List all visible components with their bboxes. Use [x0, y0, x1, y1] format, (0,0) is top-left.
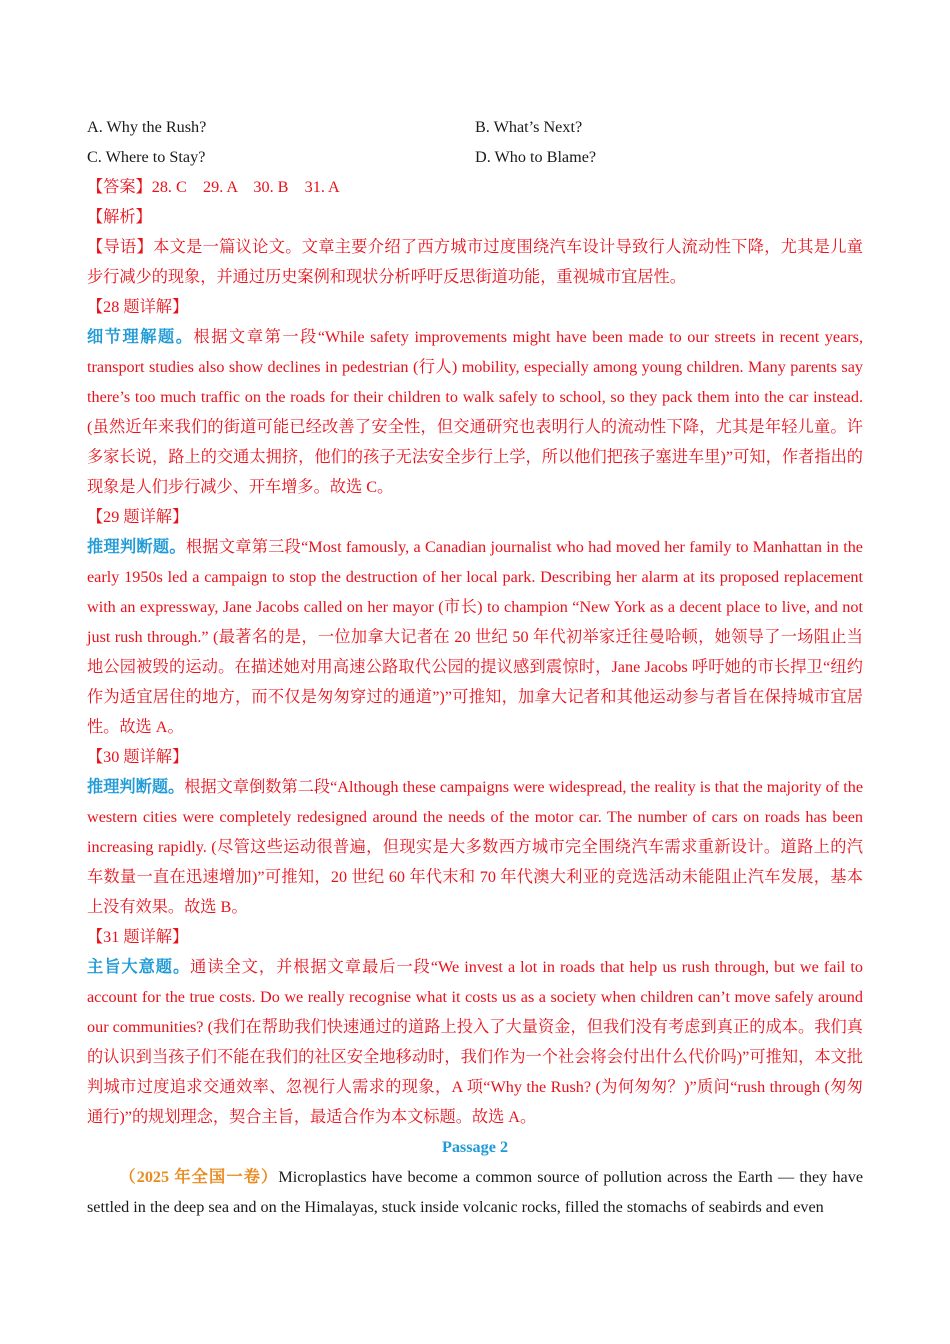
passage-text: Microplastics have become a common source of pollution across the Earth — they have settled in the deep sea and on the Himalayas, stuck inside volcanic rocks, filled the stomachs of seabirds and even — [87, 1168, 864, 1216]
q29-body: 根据文章第三段“Most famously, a Canadian journalist who had moved her family to Manhattan in the early 1950s led a campaign to stop the destruction of her local park. Describing her alarm at its proposed replacement with an expressway, Jane Jacobs called on her mayor (市长) to champion “New York as a decent place to live, and not just rush through.” (最著名的是，一位加拿大记者在 20 世纪 50 年代初举家迁往曼哈顿，她领导了一场阻止当地公园被毁的运动。在描述她对用高速公路取代公园的提议感到震惊时，Jane Jacobs 呼吁她的市长捍卫“纽约作为适宜居住的地方，而不仅是匆匆穿过的通道”)”可推知，加拿大记者和其他运动参与者旨在保持城市宜居性。故选 A。 — [87, 538, 863, 736]
options-row-2 — [87, 142, 863, 172]
q29-type: 推理判断题。 — [87, 538, 186, 556]
q31-paragraph — [87, 952, 863, 1132]
q30-body: 根据文章倒数第二段“Although these campaigns were widespread, the reality is that the majority of the western cities were completely redesigned around the needs of the motor car. The number of cars on roads has been increasing rapidly. (尽管这些运动很普遍，但现实是大多数西方城市完全围绕汽车需求重新设计。道路上的汽车数量一直在迅速增加)”可推知，20 世纪 60 年代末和 70 年代澳大利亚的竞选活动未能阻止汽车发展，基本上没有效果。故选 B。 — [87, 778, 864, 916]
option-d: D. Who to Blame? — [475, 148, 597, 166]
answer-line: 【答案】28. C 29. A 30. B 31. A — [87, 178, 340, 196]
q28-paragraph — [87, 322, 863, 502]
q31-type: 主旨大意题。 — [87, 958, 191, 976]
q28-type: 细节理解题。 — [87, 328, 194, 346]
q28-body: 根据文章第一段“While safety improvements might have been made to our streets in recent years, transport studies also show declines in pedestrian (行人) mobility, especially among young children. Many parents say there’s too much traffic on the roads for their children to walk safely to school, so they pack them into the car instead. (虽然近年来我们的街道可能已经改善了安全性，但交通研究也表明行人的流动性下降，尤其是年轻儿童。许多家长说，路上的交通太拥挤，他们的孩子无法安全步行上学，所以他们把孩子塞进车里)”可知，作者指出的现象是人们步行减少、开车增多。故选 C。 — [87, 328, 864, 496]
options-row-1 — [87, 112, 863, 142]
q28-header: 【28 题详解】 — [87, 298, 189, 316]
q30-header: 【30 题详解】 — [87, 748, 189, 766]
q29-header: 【29 题详解】 — [87, 508, 189, 526]
q31-body: 通读全文，并根据文章最后一段“We invest a lot in roads that help us rush through, but we fail to account for the true costs. Do we really recognise what it costs us as a society when children can’t move safely around our communities? (我们在帮助我们快速通过的道路上投入了大量资金，但我们没有考虑到真正的成本。我们真的认识到当孩子们不能在我们的社区安全地移动时，我们作为一个社会将会付出什么代价吗)”可推知，本文批判城市过度追求交通效率、忽视行人需求的现象，A 项“Why the Rush? (为何匆匆？)”质问“rush through (匆匆通行)”的规划理念，契合主旨，最适合作为本文标题。故选 A。 — [87, 958, 864, 1126]
analysis-header: 【解析】 — [87, 208, 152, 226]
q30-paragraph — [87, 772, 863, 922]
passage-title: Passage 2 — [441, 1138, 509, 1156]
q29-paragraph — [87, 532, 863, 742]
passage-source: （2025 年全国一卷） — [119, 1168, 279, 1186]
q30-type: 推理判断题。 — [87, 778, 185, 796]
document-page — [87, 112, 863, 1222]
option-b: B. What’s Next? — [475, 118, 583, 136]
q31-header: 【31 题详解】 — [87, 928, 189, 946]
intro-paragraph: 【导语】本文是一篇议论文。文章主要介绍了西方城市过度围绕汽车设计导致行人流动性下降，尤其是儿童步行减少的现象，并通过历史案例和现状分析呼吁反思街道功能，重视城市宜居性。 — [87, 238, 863, 286]
passage-paragraph — [87, 1162, 863, 1222]
option-a: A. Why the Rush? — [87, 118, 207, 136]
option-c: C. Where to Stay? — [87, 148, 206, 166]
